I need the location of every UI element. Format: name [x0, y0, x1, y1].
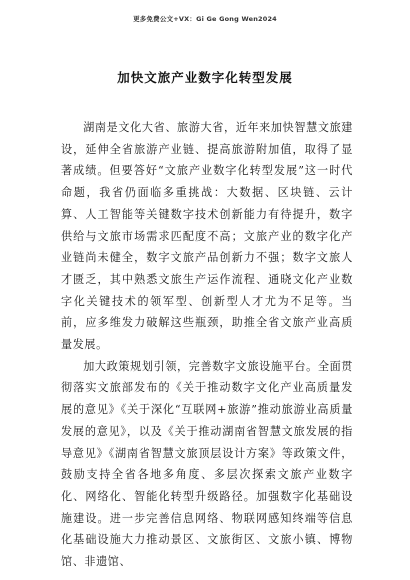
paragraph-2: 加大政策规划引领，完善数字文旅设施平台。全面贯彻落实文旅部发布的《关于推动数字文化产业高质量发展的意见》《关于深化“互联网+旅游”推动旅游业高质量发展的意见》，以及《关于推动湖南省智慧文旅发展的指导意见》《湖南省智慧文旅顶层设计方案》等政策文件，鼓励支持全省各地多角度、多层次探索文旅产业数字化、网络化、智能化转型升级路径。加强数字化基础设施建设。进一步完善信息网络、物联网感知终端等信息化基础设施大力推动景区、文旅街区、文旅小镇、博物馆、非遗馆、	[61, 359, 353, 569]
document-body	[61, 117, 353, 573]
header-note: 更多免费公文+VX：Gi Ge Gong Wen2024	[133, 15, 277, 23]
document-title: 加快文旅产业数字化转型发展	[117, 70, 293, 85]
paragraph-1: 湖南是文化大省、旅游大省，近年来加快智慧文旅建设，延伸全省旅游产业链、提高旅游附加值，取得了显著成绩。但要答好“文旅产业数字化转型发展”这一时代命题，我省仍面临多重挑战：大数据、区块链、云计算、人工智能等关键数字技术创新能力有待提升，数字供给与文旅市场需求匹配度不高；文旅产业的数字化产业链尚未健全，数字文旅产品创新力不强；数字文旅人才匮乏，其中熟悉文旅生产运作流程、通晓文化产业数字化关键技术的领军型、创新型人才尤为不足等。当前，应多维发力破解这些瓶颈，助推全省文旅产业高质量发展。	[61, 121, 353, 352]
